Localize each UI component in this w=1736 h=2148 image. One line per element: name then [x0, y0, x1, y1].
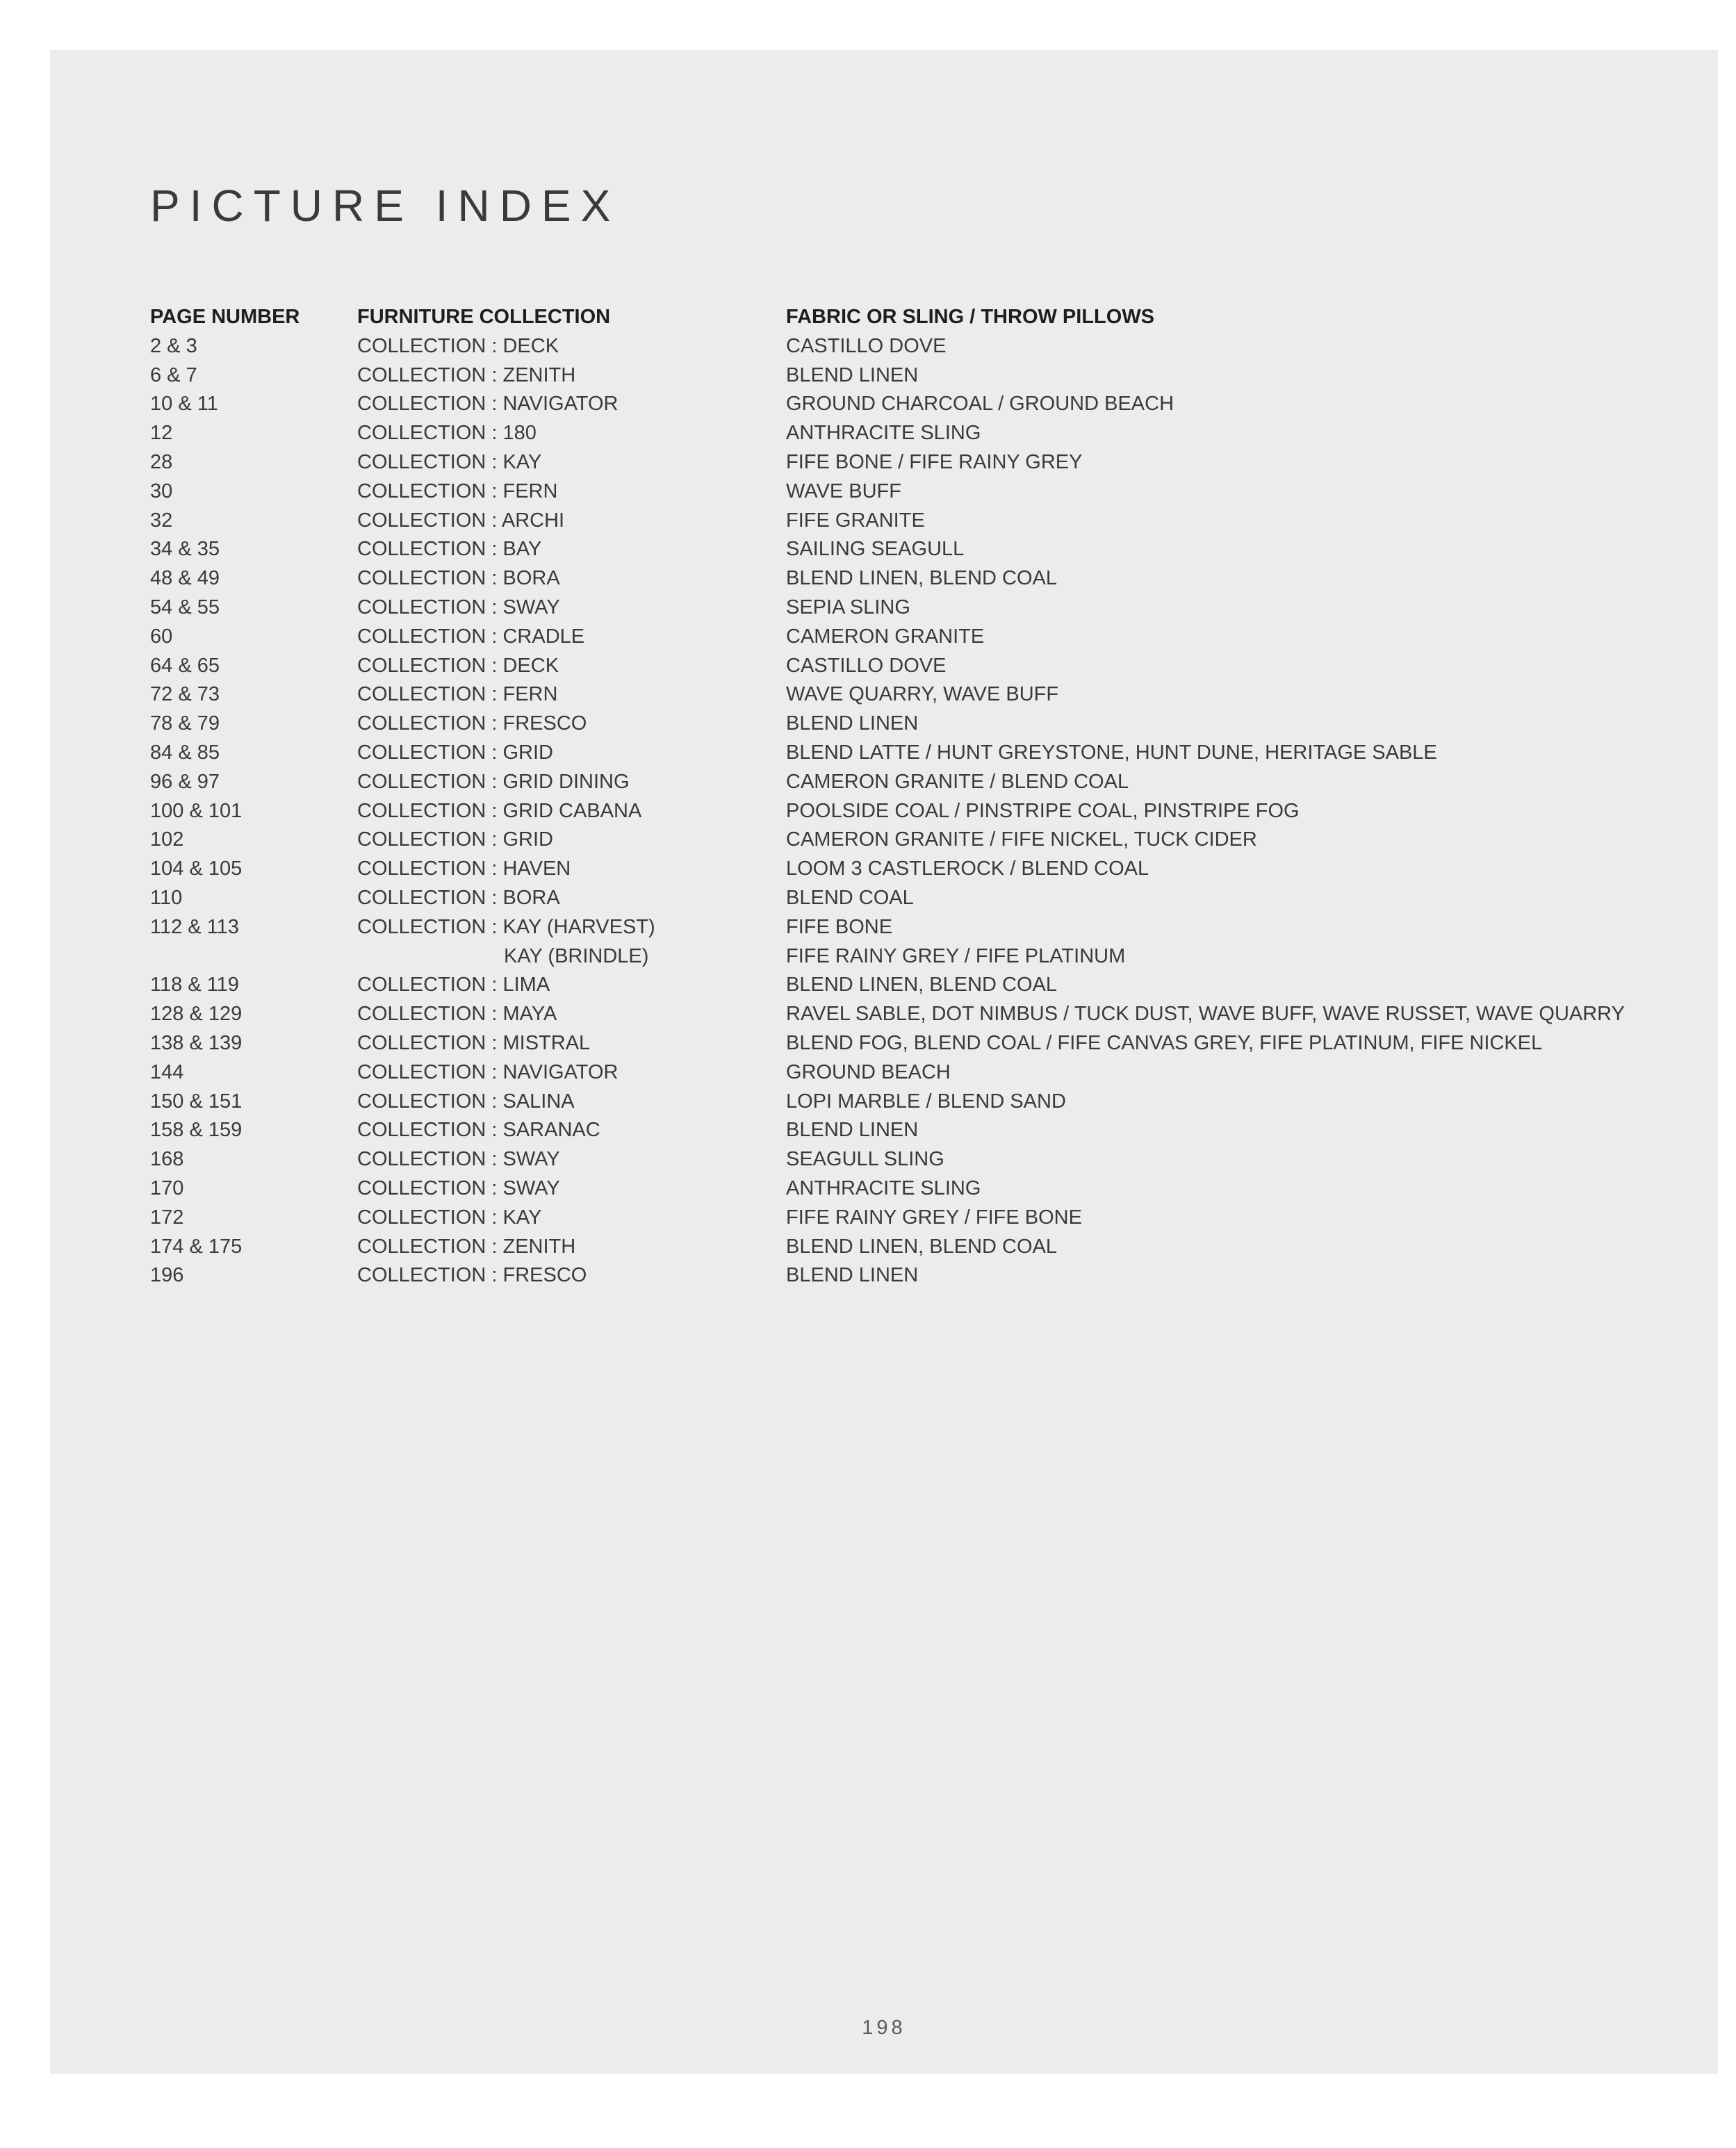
collection-cell: COLLECTION : CRADLE	[357, 625, 585, 648]
table-row	[150, 971, 1679, 1000]
page-number-cell: 64 & 65	[150, 654, 220, 677]
fabric-cell: FIFE GRANITE	[786, 509, 925, 532]
collection-cell: COLLECTION : FERN	[357, 683, 558, 706]
table-row	[150, 535, 1679, 564]
collection-cell: KAY (BRINDLE)	[504, 944, 649, 967]
page-number-cell: 100 & 101	[150, 799, 243, 822]
fabric-cell: FIFE BONE / FIFE RAINY GREY	[786, 450, 1083, 473]
table-row	[150, 564, 1679, 593]
table-row	[150, 1145, 1679, 1174]
table-row	[150, 1088, 1679, 1117]
fabric-cell: BLEND LINEN, BLEND COAL	[786, 1235, 1058, 1258]
fabric-cell: WAVE BUFF	[786, 479, 901, 502]
fabric-cell: WAVE QUARRY, WAVE BUFF	[786, 683, 1059, 706]
page-number-cell: 104 & 105	[150, 858, 243, 880]
page-number-cell: 110	[150, 886, 183, 909]
table-row	[150, 652, 1679, 681]
collection-cell: COLLECTION : 180	[357, 422, 537, 445]
picture-index-table	[150, 303, 1679, 1290]
fabric-cell: BLEND LINEN, BLEND COAL	[786, 974, 1058, 997]
fabric-cell: BLEND LINEN	[786, 1264, 919, 1287]
page-number-cell: 60	[150, 625, 173, 648]
table-row	[150, 1233, 1679, 1262]
fabric-cell: BLEND LINEN	[786, 1119, 919, 1142]
fabric-cell: SEPIA SLING	[786, 596, 910, 618]
table-row	[150, 507, 1679, 536]
table-row	[150, 448, 1679, 477]
table-row	[150, 797, 1679, 826]
table-row	[150, 390, 1679, 419]
table-row	[150, 913, 1679, 942]
table-row	[150, 884, 1679, 913]
collection-cell: COLLECTION : SALINA	[357, 1090, 575, 1113]
table-row	[150, 1116, 1679, 1145]
fabric-cell: RAVEL SABLE, DOT NIMBUS / TUCK DUST, WAVE BUFF, WAVE RUSSET, WAVE QUARRY	[786, 1003, 1625, 1026]
collection-cell: COLLECTION : GRID	[357, 741, 553, 764]
collection-cell: COLLECTION : BORA	[357, 567, 560, 590]
page-number-cell: 10 & 11	[150, 393, 218, 416]
fabric-cell: LOOM 3 CASTLEROCK / BLEND COAL	[786, 858, 1149, 880]
fabric-cell: POOLSIDE COAL / PINSTRIPE COAL, PINSTRIPE FOG	[786, 799, 1300, 822]
table-row	[150, 332, 1679, 361]
collection-cell: COLLECTION : MISTRAL	[357, 1031, 591, 1054]
collection-cell: COLLECTION : GRID CABANA	[357, 799, 642, 822]
collection-cell: COLLECTION : SWAY	[357, 1148, 560, 1171]
page-number-cell: 54 & 55	[150, 596, 220, 618]
table-row	[150, 1204, 1679, 1233]
table-row	[150, 710, 1679, 739]
page-number-cell: 2 & 3	[150, 334, 197, 357]
fabric-cell: CAMERON GRANITE / BLEND COAL	[786, 770, 1129, 793]
collection-cell: COLLECTION : LIMA	[357, 974, 550, 997]
header-page-number: PAGE NUMBER	[150, 306, 300, 328]
page-number-cell: 96 & 97	[150, 770, 220, 793]
header-fabric: FABRIC OR SLING / THROW PILLOWS	[786, 306, 1155, 328]
fabric-cell: CASTILLO DOVE	[786, 334, 947, 357]
fabric-cell: CASTILLO DOVE	[786, 654, 947, 677]
page-number-cell: 196	[150, 1264, 184, 1287]
page-number-cell: 128 & 129	[150, 1003, 243, 1026]
page-number-cell: 32	[150, 509, 173, 532]
table-row	[150, 593, 1679, 623]
collection-cell: COLLECTION : SWAY	[357, 596, 560, 618]
fabric-cell: BLEND LINEN, BLEND COAL	[786, 567, 1058, 590]
table-row	[150, 419, 1679, 448]
page-number-cell: 172	[150, 1206, 184, 1229]
collection-cell: COLLECTION : KAY	[357, 1206, 542, 1229]
table-row	[150, 739, 1679, 768]
collection-cell: COLLECTION : SARANAC	[357, 1119, 600, 1142]
fabric-cell: SAILING SEAGULL	[786, 538, 965, 561]
fabric-cell: ANTHRACITE SLING	[786, 422, 981, 445]
table-row	[150, 768, 1679, 797]
collection-cell: COLLECTION : ZENITH	[357, 1235, 576, 1258]
page-number-cell: 138 & 139	[150, 1031, 243, 1054]
table-header-row	[150, 303, 1679, 332]
fabric-cell: BLEND LINEN	[786, 363, 919, 386]
collection-cell: COLLECTION : FERN	[357, 479, 558, 502]
collection-cell: COLLECTION : BAY	[357, 538, 542, 561]
page-number-cell: 48 & 49	[150, 567, 220, 590]
fabric-cell: LOPI MARBLE / BLEND SAND	[786, 1090, 1066, 1113]
collection-cell: COLLECTION : KAY (HARVEST)	[357, 915, 655, 938]
collection-cell: COLLECTION : HAVEN	[357, 858, 571, 880]
fabric-cell: GROUND BEACH	[786, 1060, 951, 1083]
collection-cell: COLLECTION : ARCHI	[357, 509, 565, 532]
header-furniture-collection: FURNITURE COLLECTION	[357, 306, 611, 328]
collection-cell: COLLECTION : FRESCO	[357, 1264, 587, 1287]
page-number-cell: 12	[150, 422, 173, 445]
fabric-cell: FIFE RAINY GREY / FIFE BONE	[786, 1206, 1082, 1229]
page-number-cell: 34 & 35	[150, 538, 220, 561]
page-number-cell: 84 & 85	[150, 741, 220, 764]
page-number-cell: 158 & 159	[150, 1119, 243, 1142]
table-row	[150, 942, 1679, 971]
page-title: PICTURE INDEX	[150, 181, 621, 231]
page-number-cell: 102	[150, 828, 184, 851]
table-row	[150, 680, 1679, 710]
fabric-cell: FIFE BONE	[786, 915, 893, 938]
fabric-cell: GROUND CHARCOAL / GROUND BEACH	[786, 393, 1174, 416]
page-number-cell: 72 & 73	[150, 683, 220, 706]
collection-cell: COLLECTION : FRESCO	[357, 712, 587, 735]
table-row	[150, 826, 1679, 855]
table-row	[150, 1058, 1679, 1088]
page-number-cell: 78 & 79	[150, 712, 220, 735]
fabric-cell: SEAGULL SLING	[786, 1148, 944, 1171]
table-row	[150, 1261, 1679, 1290]
page-number-cell: 174 & 175	[150, 1235, 243, 1258]
collection-cell: COLLECTION : NAVIGATOR	[357, 393, 619, 416]
collection-cell: COLLECTION : BORA	[357, 886, 560, 909]
table-row	[150, 1174, 1679, 1204]
collection-cell: COLLECTION : MAYA	[357, 1003, 557, 1026]
table-row	[150, 361, 1679, 391]
collection-cell: COLLECTION : ZENITH	[357, 363, 576, 386]
page-number-cell: 168	[150, 1148, 184, 1171]
fabric-cell: BLEND FOG, BLEND COAL / FIFE CANVAS GREY, FIFE PLATINUM, FIFE NICKEL	[786, 1031, 1543, 1054]
table-body	[150, 332, 1679, 1290]
fabric-cell: FIFE RAINY GREY / FIFE PLATINUM	[786, 944, 1126, 967]
page-number-cell: 28	[150, 450, 173, 473]
collection-cell: COLLECTION : DECK	[357, 334, 559, 357]
fabric-cell: CAMERON GRANITE / FIFE NICKEL, TUCK CIDER	[786, 828, 1257, 851]
collection-cell: COLLECTION : GRID DINING	[357, 770, 630, 793]
page-number-cell: 112 & 113	[150, 915, 239, 938]
fabric-cell: BLEND LINEN	[786, 712, 919, 735]
collection-cell: COLLECTION : NAVIGATOR	[357, 1060, 619, 1083]
page-number-cell: 170	[150, 1177, 184, 1199]
table-row	[150, 1000, 1679, 1029]
page-number-cell: 6 & 7	[150, 363, 197, 386]
collection-cell: COLLECTION : SWAY	[357, 1177, 560, 1199]
table-row	[150, 477, 1679, 507]
page-number: 198	[862, 2017, 906, 2039]
collection-cell: COLLECTION : GRID	[357, 828, 553, 851]
page-number-cell: 30	[150, 479, 173, 502]
fabric-cell: BLEND LATTE / HUNT GREYSTONE, HUNT DUNE, HERITAGE SABLE	[786, 741, 1437, 764]
table-row	[150, 623, 1679, 652]
page-number-cell: 150 & 151	[150, 1090, 243, 1113]
page-panel	[50, 50, 1718, 2074]
page-number-cell: 144	[150, 1060, 184, 1083]
fabric-cell: BLEND COAL	[786, 886, 914, 909]
fabric-cell: ANTHRACITE SLING	[786, 1177, 981, 1199]
collection-cell: COLLECTION : DECK	[357, 654, 559, 677]
page-number-cell: 118 & 119	[150, 974, 239, 997]
fabric-cell: CAMERON GRANITE	[786, 625, 985, 648]
collection-cell: COLLECTION : KAY	[357, 450, 542, 473]
table-row	[150, 855, 1679, 884]
table-row	[150, 1029, 1679, 1058]
